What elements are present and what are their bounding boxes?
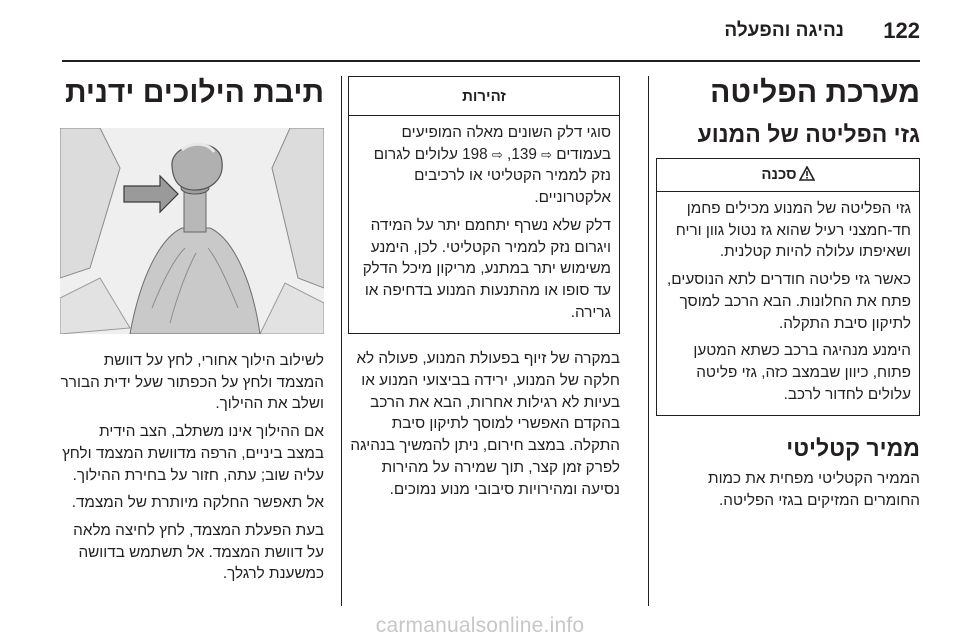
page-reference-arrow-icon: ⇨ [541,146,552,162]
subsection-title-exhaust-gases: גזי הפליטה של המנוע [697,121,920,147]
column-catalytic-caution [348,76,620,500]
watermark: carmanualsonline.info [375,614,585,637]
gear-lever-illustration [60,128,324,334]
section-title-manual-transmission: תיבת הילוכים ידנית [64,76,324,109]
caution-box-body [349,116,619,333]
danger-box [656,158,920,416]
catalytic-converter-text: הממיר הקטליטי מפחית את כמות החומרים המזיקים בגזי הפליטה. [708,470,920,510]
column-manual-transmission [60,76,324,585]
danger-box-header [657,159,919,192]
transmission-paragraph: לשילוב הילוך אחורי, לחץ על דוושת המצמד ולחץ על הכפתור שעל ידית הבורר ושלב את ההילוך. [60,352,324,413]
header-rule [62,60,920,62]
danger-heading: סכנה [761,166,797,183]
danger-box-body [657,192,919,415]
page-ref-139[interactable]: 139 [511,145,537,163]
caution-text-a: סוגי דלק השונים מאלה המופיעים בעמודים [401,124,611,163]
transmission-paragraph: אם ההילוך אינו משתלב, הצב הידית במצב ביניים, הרפה מדוושת המצמד ולחץ עליה שוב; עתה, חזור על בחירת ההילוך. [62,423,324,484]
caution-box-header: זהירות [349,77,619,116]
chapter-title: נהיגה והפעלה [724,20,844,41]
page-ref-198[interactable]: 198 [462,145,488,163]
column-exhaust-system [656,76,920,512]
page-number: 122 [883,18,920,43]
danger-paragraph: הימנע מנהיגה ברכב כשתא המטען פתוח, כיוון שבמצב כזה, גזי פליטה עלולים לחדור לרכב. [693,342,911,403]
caution-paragraph-fuel-types: סוגי דלק השונים מאלה המופיעים בעמודים ⇨ 139, ⇨ 198 עלולים לגרום נזק לממיר הקטליטי או לרכיבים אלקטרוניים. [373,124,611,207]
section-title-exhaust: מערכת הפליטה [710,76,920,109]
page-reference-arrow-icon: ⇨ [491,146,503,162]
transmission-paragraph: בעת הפעלת המצמד, לחץ לחיצה מלאה על דוושת המצמד. אל תשתמש בדוושה כמשענת לרגלך. [73,521,324,583]
column-divider-right [648,76,649,606]
transmission-paragraph: אל תאפשר החלקה מיותרת של המצמד. [71,494,324,512]
transmission-instructions [60,350,324,585]
caution-text-c: לגרום נזק לממיר הקטליטי או לרכיבים אלקטרוניים. [373,145,611,207]
column-divider-left [341,76,342,606]
misfire-instructions-text: במקרה של זיוף בפעולת המנוע, פעולה לא חלקה של המנוע, ירידה בביצועי המנוע או בעיות לא רגילות אחרות, הבא את הרכב בהקדם האפשרי למוסך לתיקון סיבת התקלה. במצב חירום, ניתן להמשיך בנהיגה לפרק זמן קצר, תוך שמירה על מהירות נסיעה ומהירויות סיבובי מנוע נמוכים. [350,350,620,498]
danger-paragraph: גזי הפליטה של המנוע מכילים פחמן חד-חמצני רעיל שהוא גז נטול גוון וריח ושאיפתו עלולה להיות קטלנית. [675,200,911,261]
caution-box [348,76,620,334]
danger-paragraph: כאשר גזי פליטה חודרים לתא הנוסעים, פתח את החלונות. הבא הרכב למוסך לתיקון סיבת התקלה. [667,271,911,332]
caution-paragraph-unburnt-fuel: דלק שלא נשרף יתחמם יתר על המידה ויגרום נזק לממיר הקטליטי. לכן, הימנע משימוש יתר במתנע, מריקון מיכל הדלק עד סופו או מהתנעות המנוע בדחיפה או גרירה. [362,216,611,321]
caution-text-b: עלולים [414,145,458,163]
section-title-catalytic-converter: ממיר קטליטי [786,435,920,462]
warning-triangle-icon [799,166,815,185]
gear-lever-drawing [60,128,324,334]
